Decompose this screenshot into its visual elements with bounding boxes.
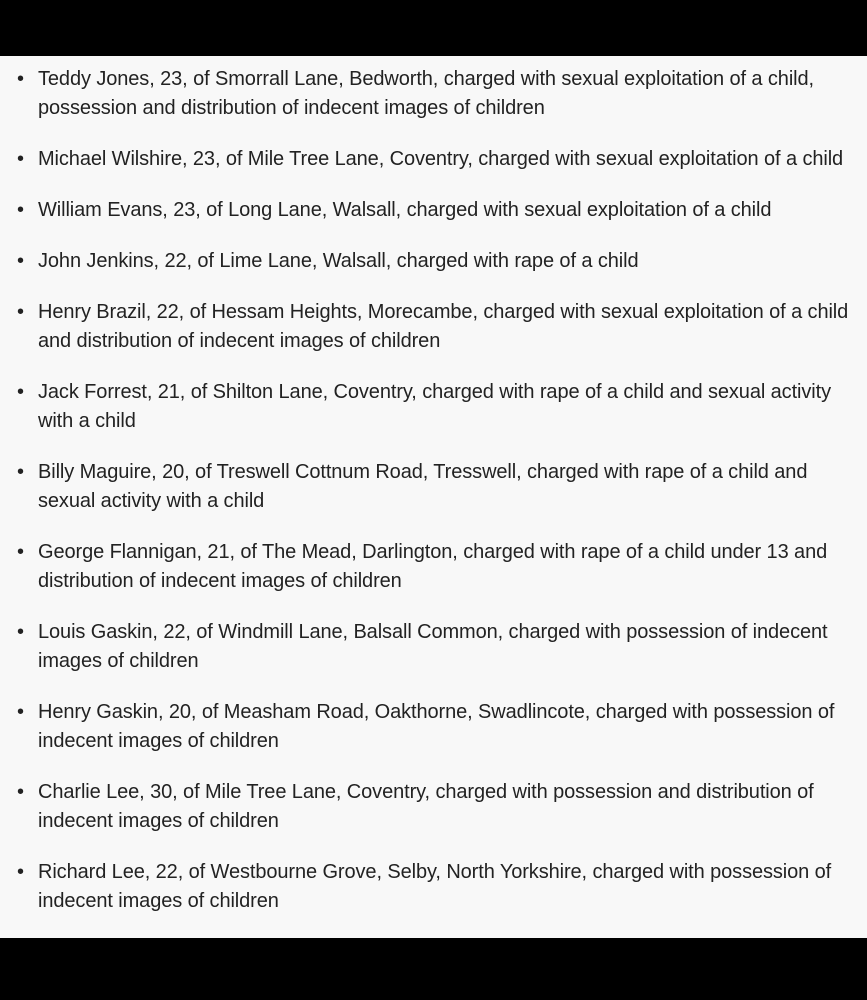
list-item-text: Louis Gaskin, 22, of Windmill Lane, Balsall Common, charged with possession of indecent images of children <box>38 621 828 672</box>
bullet-icon: • <box>17 199 24 221</box>
list-item-text: Henry Brazil, 22, of Hessam Heights, Morecambe, charged with sexual exploitation of a child and distribution of indecent images of children <box>38 301 849 352</box>
bullet-icon: • <box>17 701 24 723</box>
list-item-text: William Evans, 23, of Long Lane, Walsall, charged with sexual exploitation of a child <box>38 199 772 221</box>
list-item <box>0 65 867 123</box>
bullet-icon: • <box>17 250 24 272</box>
bullet-icon: • <box>17 68 24 90</box>
list-item <box>0 538 867 596</box>
list-item <box>0 618 867 676</box>
list-item <box>0 378 867 436</box>
list-item-text: Billy Maguire, 20, of Treswell Cottnum Road, Tresswell, charged with rape of a child and sexual activity with a child <box>38 461 808 512</box>
bullet-icon: • <box>17 148 24 170</box>
list-item-text: Teddy Jones, 23, of Smorrall Lane, Bedworth, charged with sexual exploitation of a child, possession and distribution of indecent images of children <box>38 68 814 119</box>
list-item-text: Jack Forrest, 21, of Shilton Lane, Coventry, charged with rape of a child and sexual activity with a child <box>38 381 831 432</box>
list-item <box>0 778 867 836</box>
list-item-text: George Flannigan, 21, of The Mead, Darlington, charged with rape of a child under 13 and distribution of indecent images of children <box>38 541 828 592</box>
bullet-icon: • <box>17 541 24 563</box>
list-item-text: Charlie Lee, 30, of Mile Tree Lane, Coventry, charged with possession and distribution of indecent images of children <box>38 781 814 832</box>
list-item <box>0 698 867 756</box>
list-item-text: John Jenkins, 22, of Lime Lane, Walsall, charged with rape of a child <box>38 250 639 272</box>
bullet-icon: • <box>17 621 24 643</box>
list-item <box>0 196 867 225</box>
bullet-icon: • <box>17 781 24 803</box>
list-item <box>0 458 867 516</box>
list-item-text: Richard Lee, 22, of Westbourne Grove, Selby, North Yorkshire, charged with possession of indecent images of children <box>38 861 832 912</box>
list-item-text: Henry Gaskin, 20, of Measham Road, Oakthorne, Swadlincote, charged with possession of indecent images of children <box>38 701 835 752</box>
list-item <box>0 145 867 174</box>
list-item <box>0 858 867 916</box>
bullet-icon: • <box>17 861 24 883</box>
bullet-icon: • <box>17 301 24 323</box>
charges-list <box>0 56 867 916</box>
list-item <box>0 298 867 356</box>
list-item <box>0 247 867 276</box>
bullet-icon: • <box>17 461 24 483</box>
bullet-icon: • <box>17 381 24 403</box>
list-item-text: Michael Wilshire, 23, of Mile Tree Lane, Coventry, charged with sexual exploitation of a child <box>38 148 844 170</box>
document-panel <box>0 56 867 938</box>
